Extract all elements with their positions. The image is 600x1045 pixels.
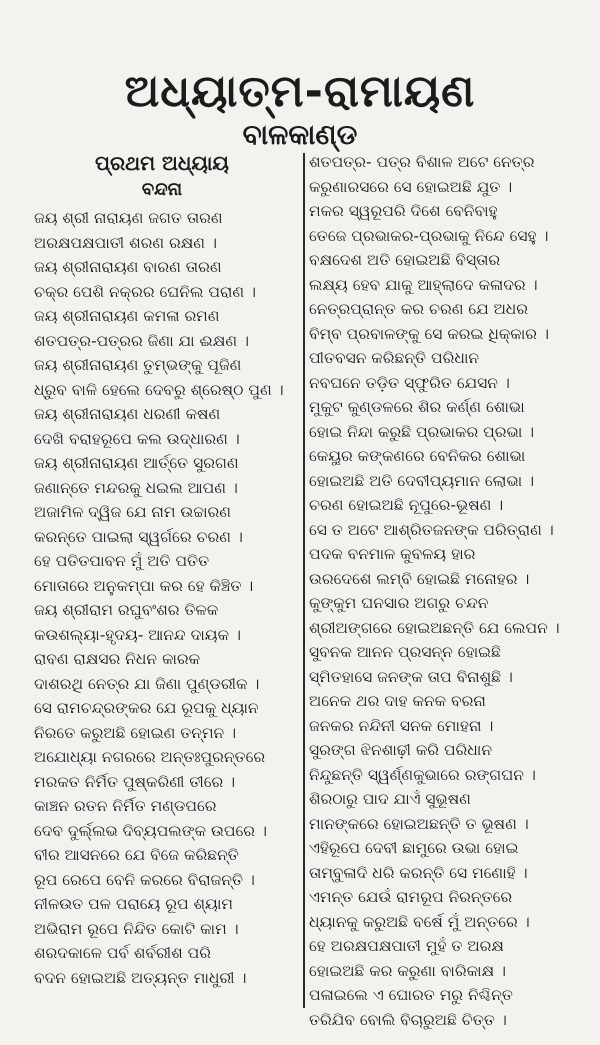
verse-line: ମୋତାରେ ଅନୁକମ୍ପା କର ହେ କିଞ୍ଚିତ ।	[34, 576, 254, 595]
column-divider	[303, 153, 305, 1008]
verse-line: ଜୟ ଶ୍ରୀନାରାୟଣ ଆର୍ତ୍ତେ ସୁରଗଣ	[34, 454, 239, 472]
verse-line: ମରକତ ନିର୍ମିତ ପୁଷ୍କରିଣୀ ତୀରେ ।	[34, 772, 236, 791]
verse-line: ଅଯୋଧ୍ୟା ନଗରରେ ଅନ୍ତଃପୁରନ୍ତରେ	[34, 748, 266, 766]
verse-line: ତାମ୍ବୁଳାଦି ଧରି କରନ୍ତି ସେ ମଣୋହି ।	[309, 863, 528, 882]
verse-line: ଚକ୍ର ପେଶି ନକ୍ରର ଘେନିଲ ପରାଣ ।	[34, 282, 256, 301]
verse-line: ସ୍ମିତହାସେ ଜନଙ୍କ ତାପ ବିନାଶୁଛି ।	[309, 667, 513, 686]
verse-line: ଜୟ ଶ୍ରୀନାରାୟଣ କମଳା ରମଣ	[34, 307, 220, 325]
verse-line: ଲକ୍ଷ୍ୟ ହେବ ଯାକୁ ଆହ୍ଲାଦେ କଳାଦର ।	[309, 275, 538, 294]
verse-line: ବିମ୍ବ ପ୍ରବାଳଙ୍କୁ ସେ କରଇ ଧିକ୍କାର ।	[309, 324, 549, 343]
verse-line: ହୋଇ ନିନ୍ଦା କରୁଛି ପ୍ରଭାକର ପ୍ରଭା ।	[309, 422, 535, 441]
verse-line: ଧ୍ୟାନକୁ କରୁଅଛି ବର୍ଷେ ମୁଁ ଅନ୍ତରେ ।	[309, 912, 530, 931]
verse-line: ଜଣାନ୍ତେ ମନ୍ଦରକୁ ଧଇଲ ଆପଣ ।	[34, 478, 238, 497]
section-heading: ବନ୍ଦନା	[141, 179, 183, 200]
verse-line: ରୂପ ରେପେ ବେନି କରରେ ବିରାଜନ୍ତି ।	[34, 870, 255, 889]
verse-line: ସେ ତ ଅଟେ ଆଶ୍ରିତଜନଙ୍କ ପରିତ୍ରାଣ ।	[309, 520, 554, 539]
verse-line: ମକର ସ୍ୱରୂପରି ଦିଶେ ବେନିବାହୁ	[309, 202, 498, 220]
verse-line: ସୁବନକ ଆନନ ପ୍ରସନ୍ନ ହୋଇଛି	[309, 643, 501, 661]
chapter-heading: ପ୍ରଥମ ଅଧ୍ୟାୟ	[95, 151, 229, 175]
right-column	[309, 150, 595, 1032]
verse-line: ପଳାଇଲେ ଏ ଘୋରତ ମରୁ ନିଶ୍ଚିନ୍ତ	[309, 986, 513, 1004]
verse-line: ମୁକୁଟ କୁଣ୍ଡଳରେ ଶିର କର୍ଣ୍ଣ ଶୋଭା	[309, 398, 525, 416]
verse-line: ହୋଇଅଛି ଅତି ଦେବୀପ୍ୟମାନ ଲୋଭା ।	[309, 471, 535, 490]
verse-line: ଏହିରୂପେ ଦେବୀ ଛାମୁରେ ଉଭା ହୋଇ	[309, 839, 519, 857]
verse-line: କୁଙ୍କୁମ ଘନସାର ଅଗରୁ ଚନ୍ଦନ	[309, 594, 489, 612]
verse-line: ନବଘନେ ତଡ଼ିତ ସ୍ଫୁରିତ ଯେସନ ।	[309, 373, 510, 392]
verse-line: ତେଜେ ପ୍ରଭାକର-ପ୍ରଭାକୁ ନିନ୍ଦେ ସେହୁ ।	[309, 226, 549, 245]
verse-line: ଜୟ ଶ୍ରୀନାରାୟଣ ବାରଣ ତାରଣ	[34, 258, 222, 276]
verse-line: କଉଶଲ୍ୟା-ହୃଦୟ- ଆନନ୍ଦ ଦାୟକ ।	[34, 625, 241, 644]
verse-line: ଜୟ ଶ୍ରୀନାରାୟଣ ଧରଣୀ କଷଣ	[34, 405, 221, 423]
book-subtitle: ବାଳକାଣ୍ଡ	[242, 118, 358, 151]
verse-line: କରୁଣାରସରେ ସେ ହୋଇଅଛି ଯୁତ ।	[309, 177, 513, 196]
verse-line: କରନ୍ତେ ପାଇଲା ସ୍ୱର୍ଗରେ ଚରଣ ।	[34, 527, 243, 546]
verse-line: ଶରଦକାଳେ ପର୍ବ ଶର୍ବରୀଶ ପରି	[34, 944, 211, 962]
verse-line: ରାବଣ ରାକ୍ଷସର ନିଧନ କାରକ	[34, 650, 201, 668]
verse-line: ଶତପତ୍ର-ପତ୍ରର ଜିଣା ଯା ଈକ୍ଷଣ ।	[34, 331, 250, 350]
verse-line: ଉରଦେଶେ ଲମ୍ବି ହୋଇଛି ମନୋହର ।	[309, 569, 530, 588]
verse-line: ସେ ରାମଚନ୍ଦ୍ରଙ୍କର ଯେ ରୂପକୁ ଧ୍ୟାନ	[34, 699, 259, 717]
verse-line: ନିରତେ କରୁଅଛି ହୋଇଣ ତନ୍ମନ ।	[34, 723, 237, 742]
verse-line: ବୀର ଆସନରେ ଯେ ବିଜେ କରିଛନ୍ତି	[34, 846, 239, 864]
verse-line: ଅରକ୍ଷପକ୍ଷପାତୀ ଶରଣ ରକ୍ଷଣ ।	[34, 233, 217, 252]
verse-line: ଅଜାମିଳ ଦ୍ୱିଜ ଯେ ନାମ ଉଚ୍ଚାରଣ	[34, 503, 231, 521]
verse-line: ବଦନ ହୋଇଅଛି ଅତ୍ୟନ୍ତ ମାଧୁରୀ ।	[34, 968, 247, 987]
verse-line: ଦାଶରଥି ନେତ୍ର ଯା ଜିଣା ପୁଣ୍ଡରୀକ ।	[34, 674, 260, 693]
verse-line: ଜୟ ଶ୍ରୀ ନାରାୟଣ ଜଗତ ତାରଣ	[34, 209, 223, 227]
verse-line: ଅଭିରାମ ରୂପେ ନିନ୍ଦିତ କୋଟି କାମ ।	[34, 919, 239, 938]
verse-line: ଜୟ ଶ୍ରୀନାରାୟଣ ତୁମ୍ଭଙ୍କୁ ପୂଜିଣ	[34, 356, 242, 374]
verse-line: ସୁରଙ୍ଗ ଝିନଶାଢ଼ୀ କରି ପରିଧାନ	[309, 741, 493, 759]
verse-line: ହେ ଅରକ୍ଷପକ୍ଷପାତୀ ମୁହଁ ତ ଅରକ୍ଷ	[309, 937, 504, 955]
left-column	[34, 150, 320, 990]
verse-line: ନେତ୍ରପ୍ରାନ୍ତ କର ଚରଣ ଯେ ଅଧର	[309, 300, 529, 318]
verse-line: ପଦକ ବନମାଳ କୁବଳୟ ହାର	[309, 545, 476, 563]
verse-line: ହୋଇଅଛି କର କରୁଣା ବାରିକାକ୍ଷ ।	[309, 961, 506, 980]
verse-line: ଶ୍ରୀଅଙ୍ଗରେ ହୋଇଅଛନ୍ତି ଯେ ଲେପନ ।	[309, 618, 560, 637]
verse-line: ଜନକର ନନ୍ଦିନୀ ସନକ ମୋହନା ।	[309, 716, 494, 735]
verse-line: ଶିରଠାରୁ ପାଦ ଯାଏଁ ସୁଭୂଷଣ	[309, 790, 471, 808]
verse-line: ଧ୍ରୁବ ବାଳି ହେଲେ ଦେବରୁ ଶ୍ରେଷ୍ଠ ପୁଣ ।	[34, 380, 284, 399]
verse-line: ଅନେକ ଥର ଦାହ କନକ ବରନା	[309, 692, 486, 710]
verse-line: ନୀଳଉତ ପଳ ପରାୟେ ରୂପ ଶ୍ୟାମ	[34, 895, 233, 913]
verse-line: ଚରଣ ହୋଇଅଛି ନୂପୁରେ-ଭୂଷଣ ।	[309, 496, 504, 514]
verse-line: ଏମନ୍ତ ଯେଉଁ ରାମରୂପ ନିରନ୍ତରେ	[309, 888, 513, 906]
verse-line: ହେ ପତିତପାବନ ମୁଁ ଅତି ପତିତ	[34, 552, 210, 570]
verse-line: ବକ୍ଷଦେଶ ଅତି ହୋଇଅଛି ବିସ୍ତାର	[309, 251, 501, 269]
verse-line: ଦେବ ଦୁର୍ଲ୍ଲଭ ଦିବ୍ୟପଲଙ୍କ ଉପରେ ।	[34, 821, 267, 840]
verse-line: କାଞ୍ଚନ ରତନ ନିର୍ମିତ ମଣ୍ଡପରେ	[34, 797, 217, 815]
verse-line: ତରିଯିବ ବୋଲି ବିଚାରୁଅଛି ଚିତ୍ତ ।	[309, 1010, 507, 1029]
verse-line: ମାନଙ୍କରେ ହୋଇଅଛନ୍ତି ତ ଭୂଷଣ ।	[309, 814, 529, 833]
verse-line: ନିନ୍ଦୁଛନ୍ତି ସ୍ୱର୍ଣ୍ଣକୁଭାରେ ରଙ୍ଗଘନ ।	[309, 765, 536, 784]
verse-line: ପୀତବସନ କରିଛନ୍ତି ପରିଧାନ	[309, 349, 480, 367]
verse-line: କେୟୁର କଙ୍କଣରେ ବେନିକର ଶୋଭା	[309, 447, 526, 465]
book-title: ଅଧ୍ୟାତ୍ମ-ରାମାୟଣ	[124, 66, 476, 117]
verse-line: ଶତପତ୍ର- ପତ୍ର ବିଶାଳ ଅଟେ ନେତ୍ର	[309, 153, 535, 171]
verse-line: ଦେଖି ବରାହରୂପେ କଲ ଉଦ୍ଧାରଣ ।	[34, 429, 240, 448]
verse-line: ଜୟ ଶ୍ରୀରାମ ରଘୁବଂଶର ତିଳକ	[34, 601, 219, 619]
